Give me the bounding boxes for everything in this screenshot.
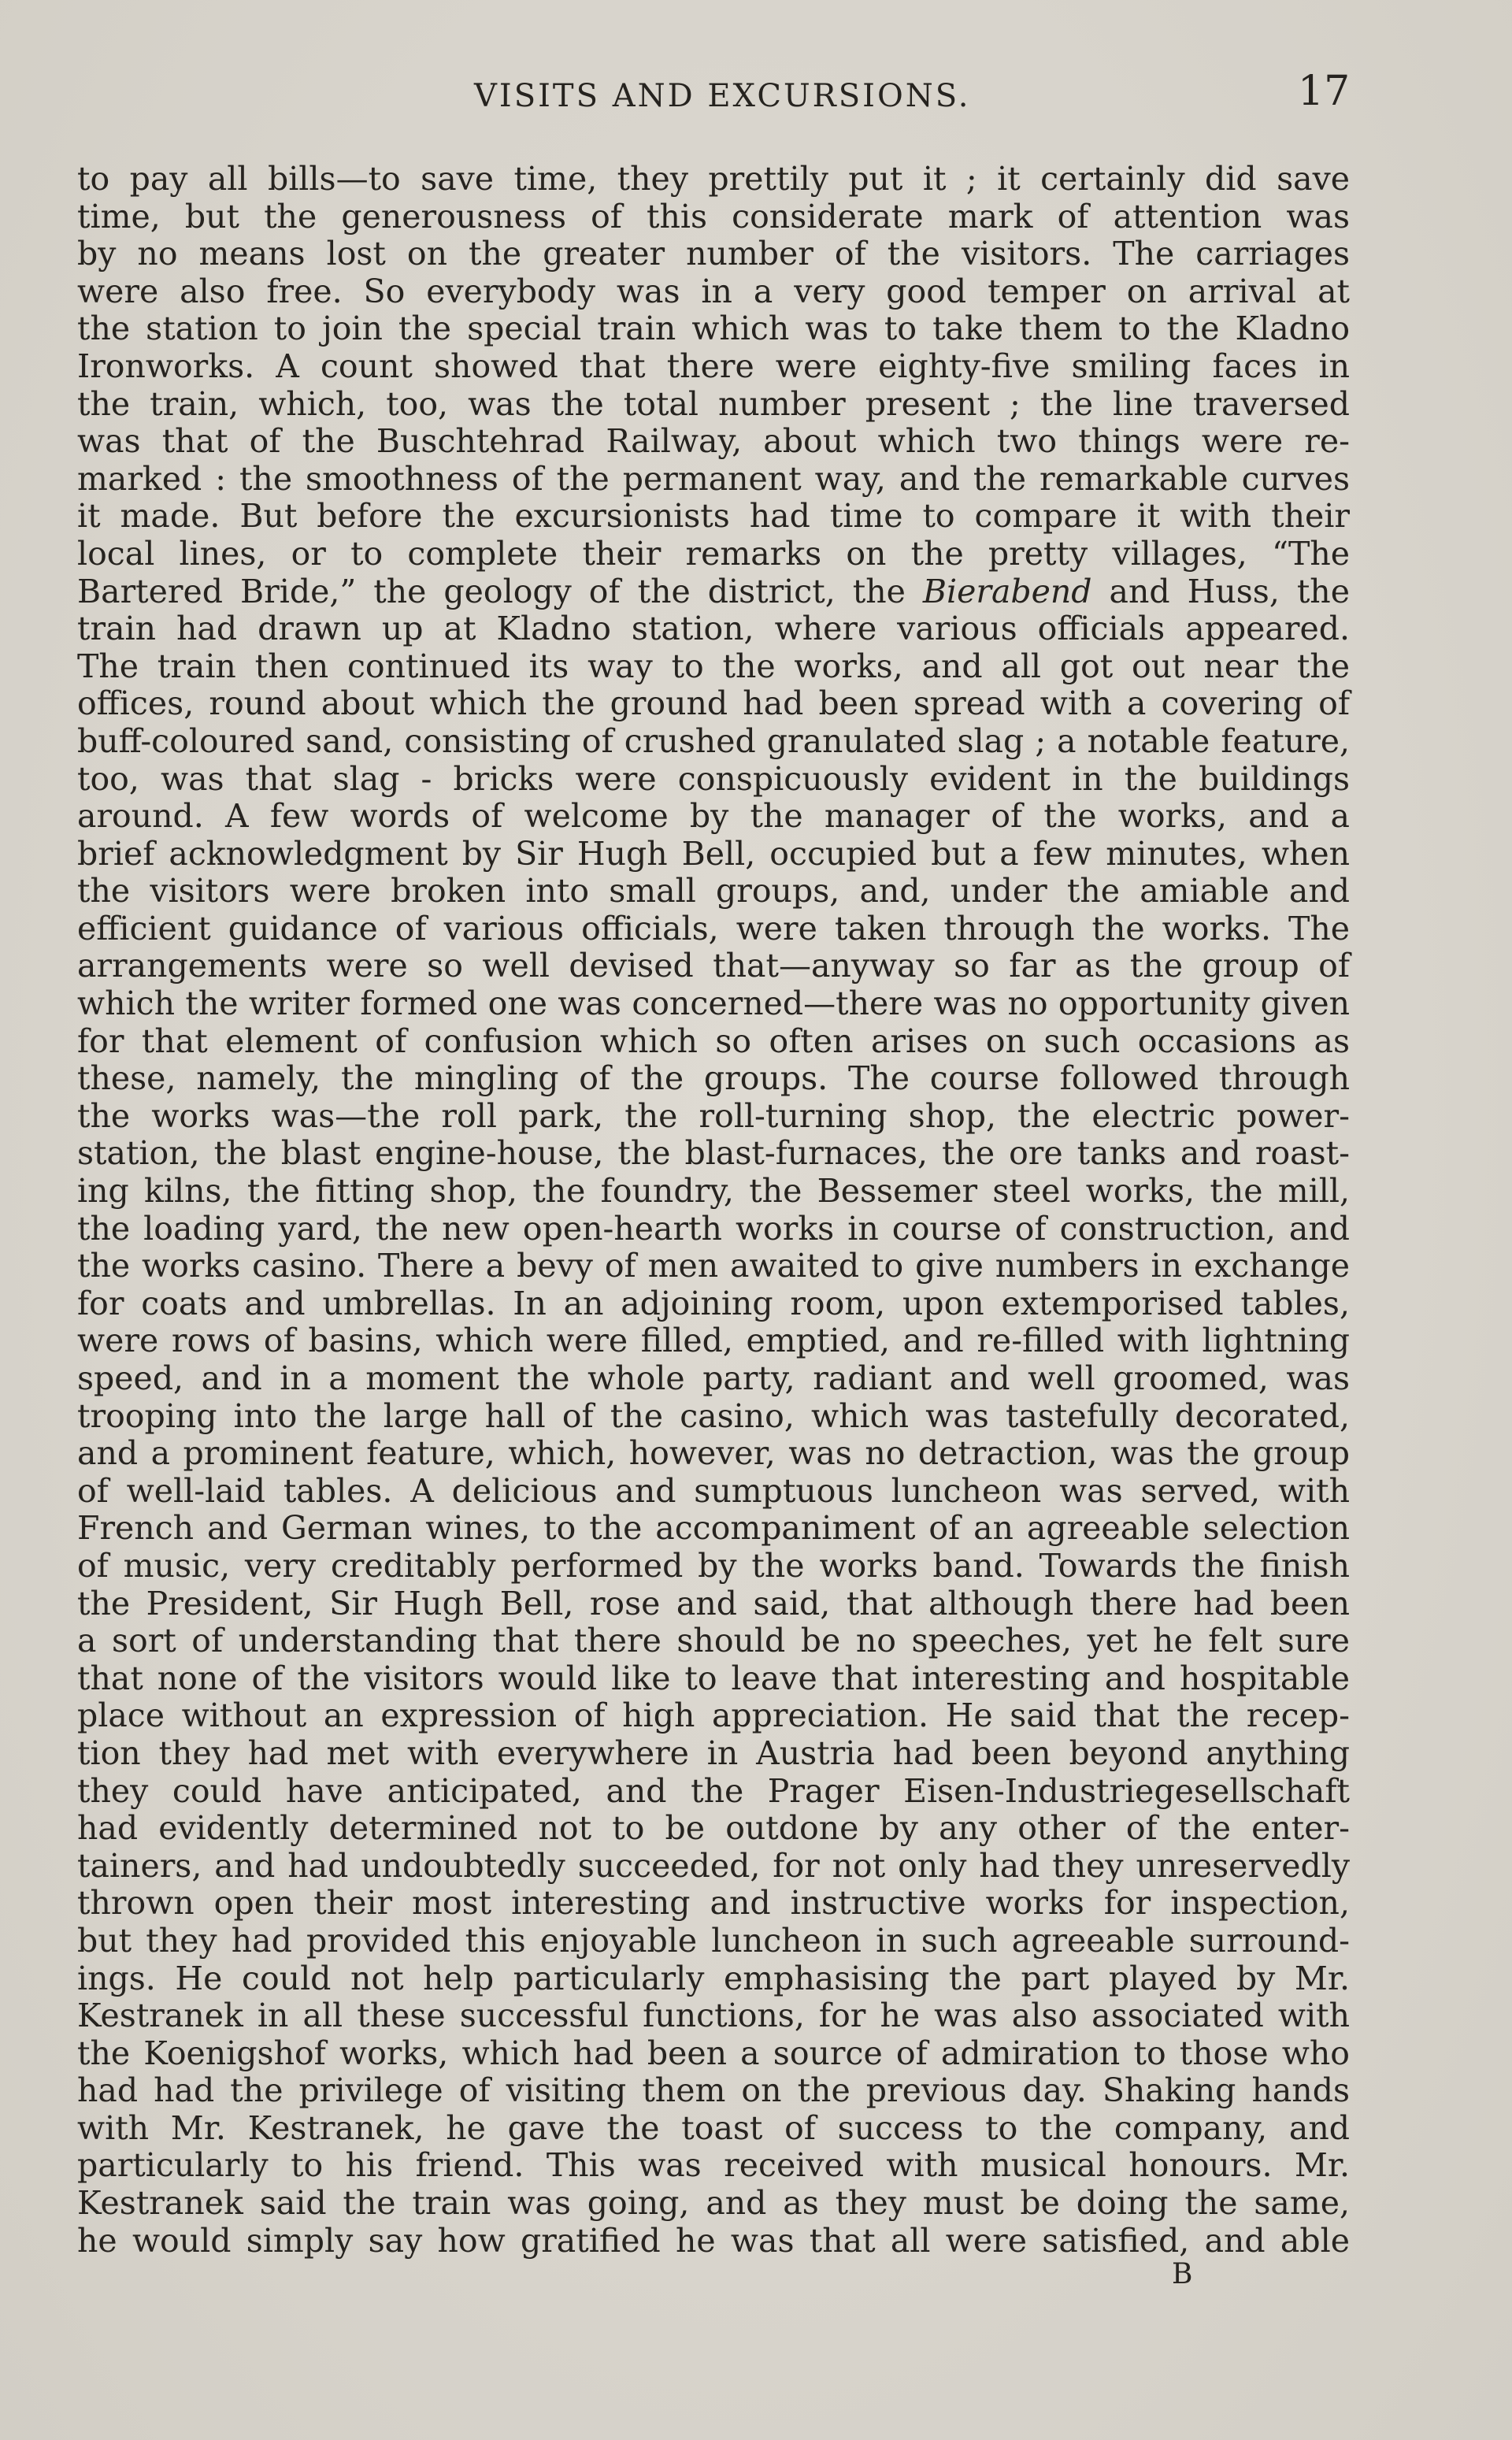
text-line: train had drawn up at Kladno station, where various officials appeared. [77,610,1350,648]
text-line: marked : the smoothness of the permanent way, and the remarkable curves [77,459,1350,498]
text-line: offices, round about which the ground had been spread with a covering of [77,684,1350,723]
text-line: which the writer formed one was concerned—there was no opportunity given [77,985,1350,1023]
text-line: but they had provided this enjoyable luncheon in such agreeable surround- [77,1921,1350,1960]
text-line: the station to join the special train which was to take them to the Kladno [77,310,1350,348]
text-line: ings. He could not help particularly emphasising the part played by Mr. [77,1959,1350,1997]
text-line: too, was that slag - bricks were conspicuously evident in the buildings [77,759,1350,798]
text-line: arrangements were so well devised that—anyway so far as the group of [77,947,1350,985]
text-line: the train, which, too, was the total number present ; the line traversed [77,384,1350,423]
text-line: of music, very creditably performed by the works band. Towards the finish [77,1546,1350,1585]
text-line: Kestranek said the train was going, and as they must be doing the same, [77,2184,1350,2223]
text-line: to pay all bills—to save time, they prettily put it ; it certainly did save [77,160,1350,198]
text-line: speed, and in a moment the whole party, radiant and well groomed, was [77,1359,1350,1397]
italic-term: Bierabend [922,572,1092,610]
text-line: around. A few words of welcome by the manager of the works, and a [77,797,1350,836]
running-head [0,69,1512,117]
text-line: were also free. So everybody was in a very good temper on arrival at [77,272,1350,310]
text-line: for coats and umbrellas. In an adjoining room, upon extemporised tables, [77,1284,1350,1322]
text-line: French and German wines, to the accompaniment of an agreeable selection [77,1509,1350,1548]
text-line: thrown open their most interesting and instructive works for inspection, [77,1884,1350,1923]
text-line: he would simply say how gratified he was that all were satisfied, and able [77,2221,1350,2260]
text-line: Ironworks. A count showed that there were eighty-five smiling faces in [77,347,1350,385]
text-line [77,573,1350,611]
text-line: the President, Sir Hugh Bell, rose and said, that although there had been [77,1584,1350,1622]
text-line: particularly to his friend. This was received with musical honours. Mr. [77,2146,1350,2185]
text-line: that none of the visitors would like to leave that interesting and hospitable [77,1659,1350,1697]
text-line: trooping into the large hall of the casino, which was tastefully decorated, [77,1396,1350,1435]
text-line: had had the privilege of visiting them on the previous day. Shaking hands [77,2071,1350,2110]
text-line: the visitors were broken into small groups, and, under the amiable and [77,872,1350,910]
text-line: tion they had met with everywhere in Austria had been beyond anything [77,1734,1350,1772]
text-line: the works was—the roll park, the roll-turning shop, the electric power- [77,1096,1350,1135]
text-line: by no means lost on the greater number of the visitors. The carriages [77,235,1350,273]
text-line: these, namely, the mingling of the groups. The course followed through [77,1059,1350,1098]
text-line: the works casino. There a bevy of men awaited to give numbers in exchange [77,1247,1350,1285]
text-line: of well-laid tables. A delicious and sumptuous luncheon was served, with [77,1471,1350,1510]
text-line: time, but the generousness of this considerate mark of attention was [77,197,1350,235]
text-line: ing kilns, the fitting shop, the foundry, the Bessemer steel works, the mill, [77,1172,1350,1211]
signature-mark: B [1172,2258,1193,2290]
text-segment: Bartered Bride,” the geology of the district, the [77,572,923,610]
text-line: station, the blast engine-house, the blast-furnaces, the ore tanks and roast- [77,1134,1350,1173]
text-line: place without an expression of high appreciation. He said that the recep- [77,1697,1350,1735]
text-line: Kestranek in all these successful functions, for he was also associated with [77,1997,1350,2035]
text-line: for that element of confusion which so often arises on such occasions as [77,1022,1350,1060]
text-line: it made. But before the excursionists had time to compare it with their [77,497,1350,536]
text-line: buff-coloured sand, consisting of crushed granulated slag ; a notable feature, [77,721,1350,760]
text-line: a sort of understanding that there should be no speeches, yet he felt sure [77,1622,1350,1660]
text-segment: and Huss, the [1091,572,1350,610]
running-head-title: VISITS AND EXCURSIONS. [474,78,971,114]
page-number: 17 [1298,68,1351,115]
text-line: were rows of basins, which were filled, emptied, and re-filled with lightning [77,1322,1350,1360]
text-line: with Mr. Kestranek, he gave the toast of success to the company, and [77,2108,1350,2147]
text-line: efficient guidance of various officials, were taken through the works. The [77,909,1350,947]
text-line: and a prominent feature, which, however, was no detraction, was the group [77,1434,1350,1473]
text-line: they could have anticipated, and the Prager Eisen-Industriegesellschaft [77,1771,1350,1810]
text-line: brief acknowledgment by Sir Hugh Bell, occupied but a few minutes, when [77,834,1350,873]
text-line: tainers, and had undoubtedly succeeded, for not only had they unreservedly [77,1846,1350,1885]
text-line: the Koenigshof works, which had been a source of admiration to those who [77,2034,1350,2072]
text-line: local lines, or to complete their remarks on the pretty villages, “The [77,534,1350,573]
text-line: The train then continued its way to the works, and all got out near the [77,647,1350,685]
text-line: was that of the Buschtehrad Railway, about which two things were re- [77,422,1350,461]
body-text [77,161,1350,2260]
text-line: had evidently determined not to be outdone by any other of the enter- [77,1809,1350,1848]
text-line: the loading yard, the new open-hearth works in course of construction, and [77,1209,1350,1248]
